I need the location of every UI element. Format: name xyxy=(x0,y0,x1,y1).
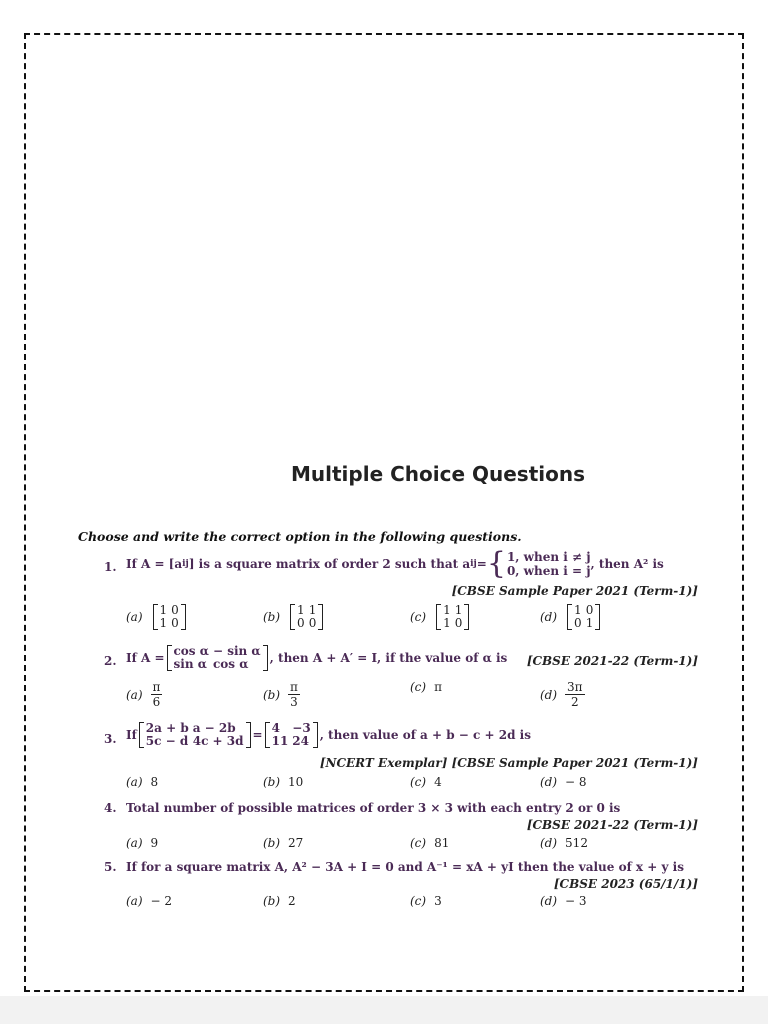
q5-option-a-label: (a) xyxy=(126,894,143,908)
question-3-number: 3. xyxy=(104,732,117,746)
q1-option-c[interactable] xyxy=(410,604,471,630)
q5-option-a[interactable] xyxy=(126,894,172,908)
question-4-source: [CBSE 2021-22 (Term-1)] xyxy=(526,818,698,832)
q1-option-d-matrix-cell-1-0: 0 xyxy=(574,616,582,630)
q4-option-c[interactable] xyxy=(410,836,449,850)
q1-option-b-matrix-cell-1-0: 0 xyxy=(297,616,305,630)
q2-matrix-body xyxy=(167,645,268,671)
q2-option-d-fraction-numerator: 3π xyxy=(567,680,583,694)
q1-text-eq: = xyxy=(476,557,487,571)
q2-text-a: If A = xyxy=(126,651,165,665)
q5-option-d[interactable] xyxy=(540,894,587,908)
q2-option-a[interactable] xyxy=(126,680,162,709)
q5-option-b[interactable] xyxy=(263,894,296,908)
q5-option-d-label: (d) xyxy=(540,894,558,908)
q2-option-a-label: (a) xyxy=(126,687,143,702)
q5-option-a-value: − 2 xyxy=(150,894,173,908)
q4-option-b-value: 27 xyxy=(288,836,304,850)
q1-option-d-matrix xyxy=(567,604,600,630)
q3-matrix-right-body xyxy=(265,722,318,748)
q2-option-b-label: (b) xyxy=(263,687,281,702)
q1-piecewise: { 1, when i ≠ j 0, when i = j xyxy=(486,546,591,581)
q2-matrix-body-cell-1-0: sin α xyxy=(173,657,207,671)
q1-sub-a: ij xyxy=(182,559,189,569)
q1-option-d-matrix-cell-1-1: 1 xyxy=(585,616,594,630)
q2-option-c[interactable] xyxy=(410,680,442,694)
question-5-number: 5. xyxy=(104,860,117,874)
instruction-text: Choose and write the correct option in the following questions. xyxy=(78,529,522,544)
question-3-text xyxy=(126,722,531,748)
q1-option-c-matrix-cell-1-1: 0 xyxy=(454,616,463,630)
question-2-source: [CBSE 2021-22 (Term-1)] xyxy=(526,654,698,668)
question-1-text xyxy=(126,546,664,581)
q3-matrix-left-body-cell-1-0: 5c − d xyxy=(145,734,189,748)
q4-option-d-value: 512 xyxy=(565,836,588,850)
q2-option-a-fraction-denominator: 6 xyxy=(152,695,161,709)
q3-option-d[interactable] xyxy=(540,775,587,789)
question-5-text: If for a square matrix A, A² − 3A + I = 0 and A⁻¹ = xA + yI then the value of x + y is xyxy=(126,860,684,874)
q1-option-b-matrix-cell-1-1: 0 xyxy=(308,616,317,630)
q3-matrix-right-body-cell-1-0: 11 xyxy=(271,734,289,748)
q2-option-b-fraction-denominator: 3 xyxy=(290,695,298,709)
q2-option-d[interactable] xyxy=(540,680,585,709)
q2-option-d-label: (d) xyxy=(540,687,558,702)
q3-matrix-left-body xyxy=(139,722,251,748)
q1-option-c-matrix-cell-1-0: 1 xyxy=(443,616,451,630)
q3-option-c[interactable] xyxy=(410,775,442,789)
q2-matrix-body-cell-0-0: cos α xyxy=(173,644,209,658)
q1-option-a[interactable] xyxy=(126,604,188,630)
q1-option-b-label: (b) xyxy=(263,610,281,624)
question-1-number: 1. xyxy=(104,560,117,574)
q1-option-a-matrix-cell-0-0: 1 xyxy=(159,603,168,617)
q2-option-b-fraction-numerator: π xyxy=(290,680,298,694)
q3-matrix-left-body-cell-1-1: 4c + 3d xyxy=(192,734,244,748)
q1-option-c-matrix-cell-0-0: 1 xyxy=(443,603,451,617)
question-4-number: 4. xyxy=(104,801,117,815)
q1-option-b-matrix-cell-0-1: 1 xyxy=(308,603,317,617)
q1-option-c-matrix-cell-0-1: 1 xyxy=(454,603,463,617)
q1-option-c-matrix xyxy=(436,604,469,630)
q4-option-c-value: 81 xyxy=(434,836,450,850)
q2-option-d-fraction xyxy=(565,680,585,709)
q1-option-c-label: (c) xyxy=(410,610,427,624)
q3-option-a-label: (a) xyxy=(126,775,143,789)
q1-text-end: , then A² is xyxy=(590,557,664,571)
question-2-text xyxy=(126,645,507,671)
q4-option-d-label: (d) xyxy=(540,836,558,850)
q3-option-c-value: 4 xyxy=(434,775,442,789)
q3-matrix-right-body-cell-0-0: 4 xyxy=(271,721,280,735)
q3-matrix-right xyxy=(263,722,320,748)
q1-case-1: 1, when i ≠ j xyxy=(506,550,591,564)
q5-option-c-label: (c) xyxy=(410,894,427,908)
q2-matrix-body-cell-0-1: − sin α xyxy=(212,644,261,658)
q5-option-c[interactable] xyxy=(410,894,442,908)
q5-option-b-value: 2 xyxy=(288,894,296,908)
question-5-source: [CBSE 2023 (65/1/1)] xyxy=(553,877,698,891)
q3-option-d-label: (d) xyxy=(540,775,558,789)
q4-option-c-label: (c) xyxy=(410,836,427,850)
q1-option-a-matrix-cell-0-1: 0 xyxy=(171,603,179,617)
q1-option-a-matrix xyxy=(153,604,186,630)
q2-option-d-fraction-denominator: 2 xyxy=(570,695,579,709)
q3-option-b-label: (b) xyxy=(263,775,281,789)
q3-option-b-value: 10 xyxy=(288,775,304,789)
q2-text-b: , then A + A′ = I, if the value of α is xyxy=(269,651,508,665)
q3-text-b: , then value of a + b − c + 2d is xyxy=(319,728,531,742)
q2-option-a-fraction-numerator: π xyxy=(152,680,161,694)
question-4-text: Total number of possible matrices of order 3 × 3 with each entry 2 or 0 is xyxy=(126,801,621,815)
q5-option-c-value: 3 xyxy=(434,894,442,908)
q4-option-a-value: 9 xyxy=(150,836,159,850)
q4-option-a[interactable] xyxy=(126,836,158,850)
q1-option-b-matrix xyxy=(290,604,323,630)
q3-matrix-left-body-cell-0-1: a − 2b xyxy=(192,721,236,735)
q1-option-a-matrix-cell-1-1: 0 xyxy=(171,616,179,630)
q1-option-d-matrix-cell-0-1: 0 xyxy=(585,603,594,617)
q2-option-c-label: (c) xyxy=(410,680,427,694)
q4-option-a-label: (a) xyxy=(126,836,143,850)
q3-option-d-value: − 8 xyxy=(565,775,587,789)
q1-option-a-label: (a) xyxy=(126,610,143,624)
q4-option-b[interactable] xyxy=(263,836,303,850)
q2-matrix-body-cell-1-1: cos α xyxy=(212,657,249,671)
q4-option-b-label: (b) xyxy=(263,836,281,850)
q1-sub-b: ij xyxy=(470,559,477,569)
q3-text-a: If xyxy=(126,728,137,742)
q3-matrix-left-body-cell-0-0: 2a + b xyxy=(145,721,189,735)
q5-option-d-value: − 3 xyxy=(565,894,587,908)
q2-option-a-fraction xyxy=(151,680,163,709)
q3-option-a-value: 8 xyxy=(150,775,159,789)
q5-option-b-label: (b) xyxy=(263,894,281,908)
q1-case-2: 0, when i = j xyxy=(506,564,591,578)
q4-option-d[interactable] xyxy=(540,836,588,850)
q1-option-a-matrix-cell-1-0: 1 xyxy=(159,616,168,630)
q3-option-a[interactable] xyxy=(126,775,158,789)
q2-option-c-value: π xyxy=(434,680,442,694)
q1-option-d-matrix-cell-0-0: 1 xyxy=(574,603,582,617)
q3-matrix-left xyxy=(137,722,253,748)
bottom-strip xyxy=(0,996,768,1024)
question-2-number: 2. xyxy=(104,654,117,668)
q3-matrix-right-body-cell-1-1: 24 xyxy=(292,734,309,748)
q1-text-b: ] is a square matrix of order 2 such that a xyxy=(188,557,471,571)
question-3-source: [NCERT Exemplar] [CBSE Sample Paper 2021 (Term-1)] xyxy=(319,756,698,770)
q3-option-c-label: (c) xyxy=(410,775,427,789)
q2-option-b-fraction xyxy=(288,680,300,709)
q1-option-b[interactable] xyxy=(263,604,325,630)
q2-option-b[interactable] xyxy=(263,680,300,709)
q3-option-b[interactable] xyxy=(263,775,303,789)
q3-equals: = xyxy=(252,728,263,742)
q1-option-d[interactable] xyxy=(540,604,602,630)
q2-matrix xyxy=(165,645,270,671)
q1-option-b-matrix-cell-0-0: 1 xyxy=(297,603,305,617)
q3-matrix-right-body-cell-0-1: −3 xyxy=(292,721,311,735)
question-1-source: [CBSE Sample Paper 2021 (Term-1)] xyxy=(451,584,698,598)
q1-option-d-label: (d) xyxy=(540,610,558,624)
q1-text-a: If A = [a xyxy=(126,557,183,571)
page-title: Multiple Choice Questions xyxy=(290,462,585,486)
